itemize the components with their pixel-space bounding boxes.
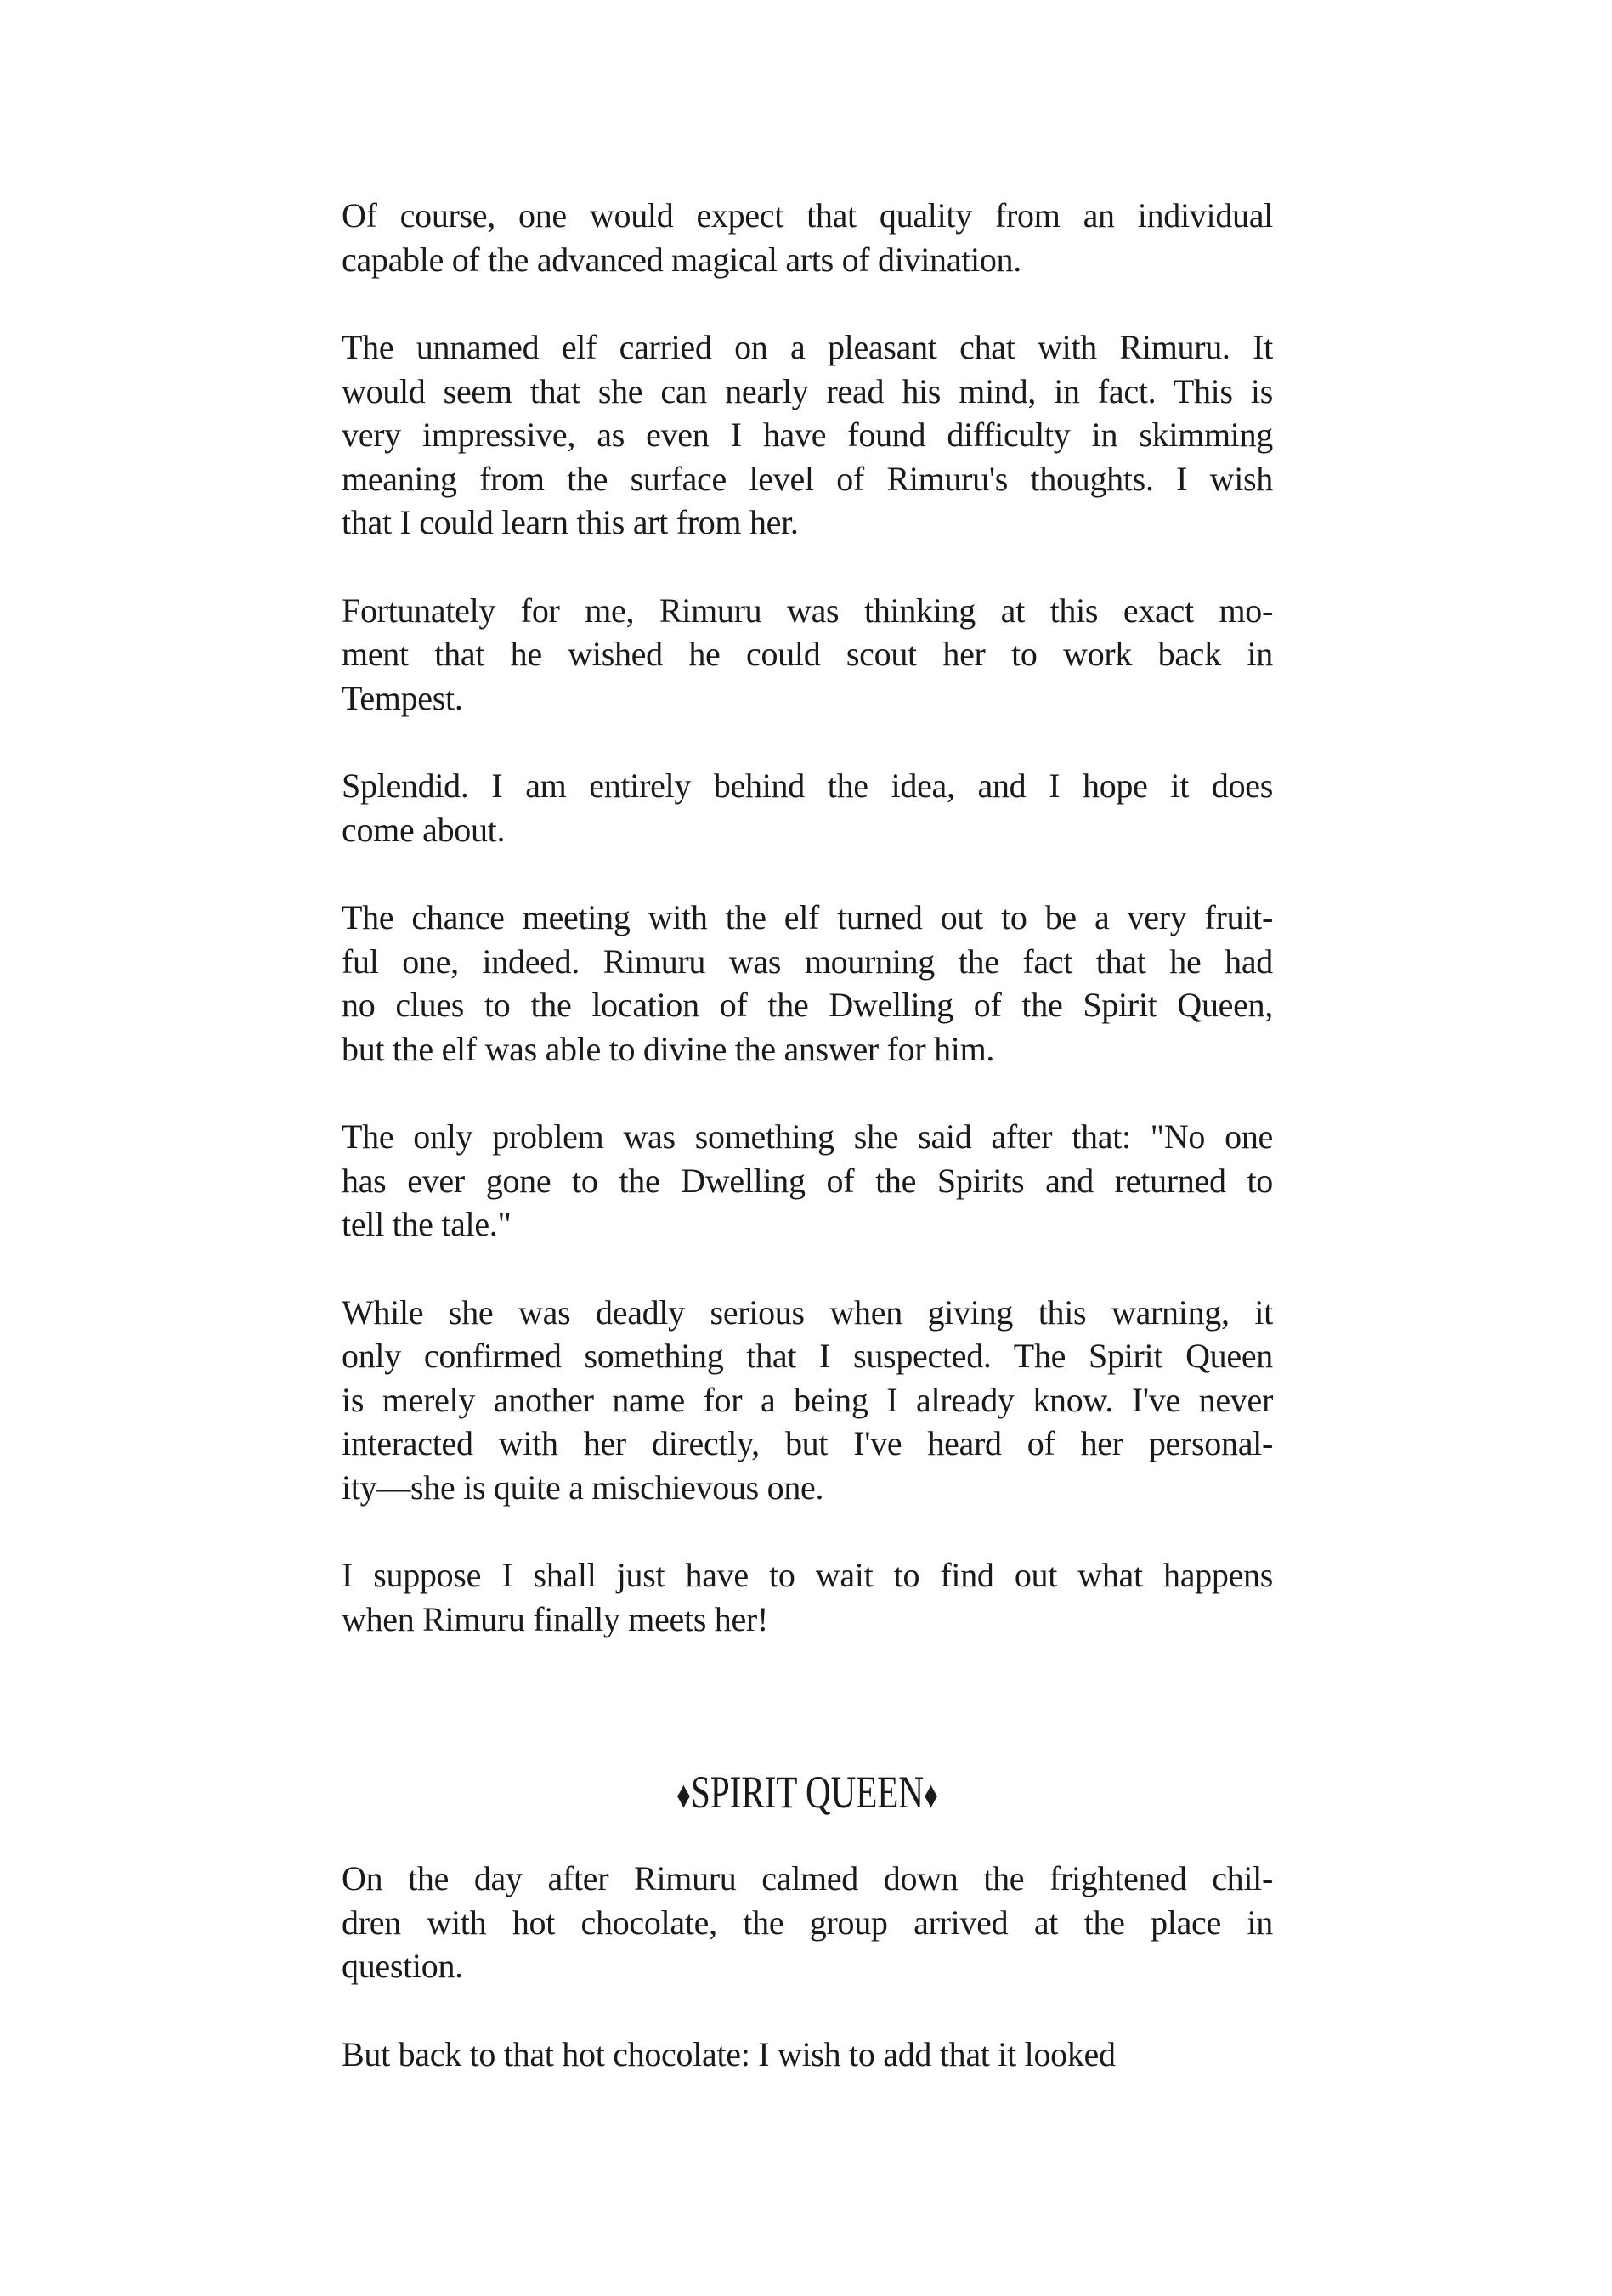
text-line: dren with hot chocolate, the group arrived at the place in bbox=[342, 1903, 1273, 1942]
paragraph bbox=[342, 1115, 1273, 1247]
text-line: The unnamed elf carried on a pleasant chat with Rimuru. It bbox=[342, 328, 1273, 366]
text-line: ment that he wished he could scout her to work back in bbox=[342, 635, 1273, 673]
text-line: no clues to the location of the Dwelling of the Spirit Queen, bbox=[342, 986, 1273, 1024]
text-line: But back to that hot chocolate: I wish to add that it looked bbox=[342, 2034, 1116, 2073]
paragraph bbox=[342, 194, 1273, 281]
text-line: I suppose I shall just have to wait to find out what happens bbox=[342, 1556, 1273, 1594]
paragraph bbox=[342, 1857, 1273, 1988]
text-line: has ever gone to the Dwelling of the Spirits and returned to bbox=[342, 1161, 1273, 1200]
text-line: Fortunately for me, Rimuru was thinking at this exact mo- bbox=[342, 591, 1273, 630]
text-line: that I could learn this art from her. bbox=[342, 503, 799, 541]
section-heading bbox=[454, 1766, 1162, 1822]
text-line: only confirmed something that I suspected. The Spirit Queen bbox=[342, 1337, 1273, 1375]
section-heading-text: SPIRIT QUEEN bbox=[690, 1767, 925, 1818]
text-line: when Rimuru finally meets her! bbox=[342, 1599, 768, 1638]
text-line: On the day after Rimuru calmed down the frightened chil- bbox=[342, 1859, 1273, 1897]
text-line: is merely another name for a being I already know. I've never bbox=[342, 1380, 1273, 1419]
text-line: meaning from the surface level of Rimuru's thoughts. I wish bbox=[342, 459, 1273, 498]
text-line: ity—she is quite a mischievous one. bbox=[342, 1468, 824, 1507]
text-line: but the elf was able to divine the answer for him. bbox=[342, 1029, 995, 1068]
text-line: question. bbox=[342, 1947, 463, 1985]
diamond-icon: ♦ bbox=[676, 1774, 691, 1816]
text-line: ful one, indeed. Rimuru was mourning the fact that he had bbox=[342, 942, 1273, 981]
text-line: would seem that she can nearly read his mind, in fact. This is bbox=[342, 371, 1273, 410]
page-text-column bbox=[342, 194, 1273, 2120]
diamond-icon: ♦ bbox=[924, 1774, 939, 1816]
text-line: Splendid. I am entirely behind the idea, and I hope it does bbox=[342, 766, 1273, 805]
text-line: very impressive, as even I have found difficulty in skimming bbox=[342, 416, 1273, 454]
text-line: Tempest. bbox=[342, 678, 463, 717]
paragraph bbox=[342, 1553, 1273, 1641]
text-line: come about. bbox=[342, 810, 506, 849]
paragraph bbox=[342, 325, 1273, 545]
paragraph bbox=[342, 1291, 1273, 1510]
text-line: The only problem was something she said after that: "No one bbox=[342, 1117, 1273, 1156]
paragraph bbox=[342, 896, 1273, 1071]
paragraph bbox=[342, 2033, 1273, 2077]
text-line: While she was deadly serious when giving this warning, it bbox=[342, 1292, 1273, 1332]
text-line: tell the tale." bbox=[342, 1205, 512, 1243]
paragraph bbox=[342, 589, 1273, 721]
text-line: interacted with her directly, but I've heard of her personal- bbox=[342, 1424, 1273, 1462]
text-line: Of course, one would expect that quality from an individual bbox=[342, 196, 1273, 235]
text-line: capable of the advanced magical arts of divination. bbox=[342, 240, 1021, 279]
paragraph bbox=[342, 764, 1273, 851]
text-line: The chance meeting with the elf turned out to be a very fruit- bbox=[342, 898, 1273, 936]
